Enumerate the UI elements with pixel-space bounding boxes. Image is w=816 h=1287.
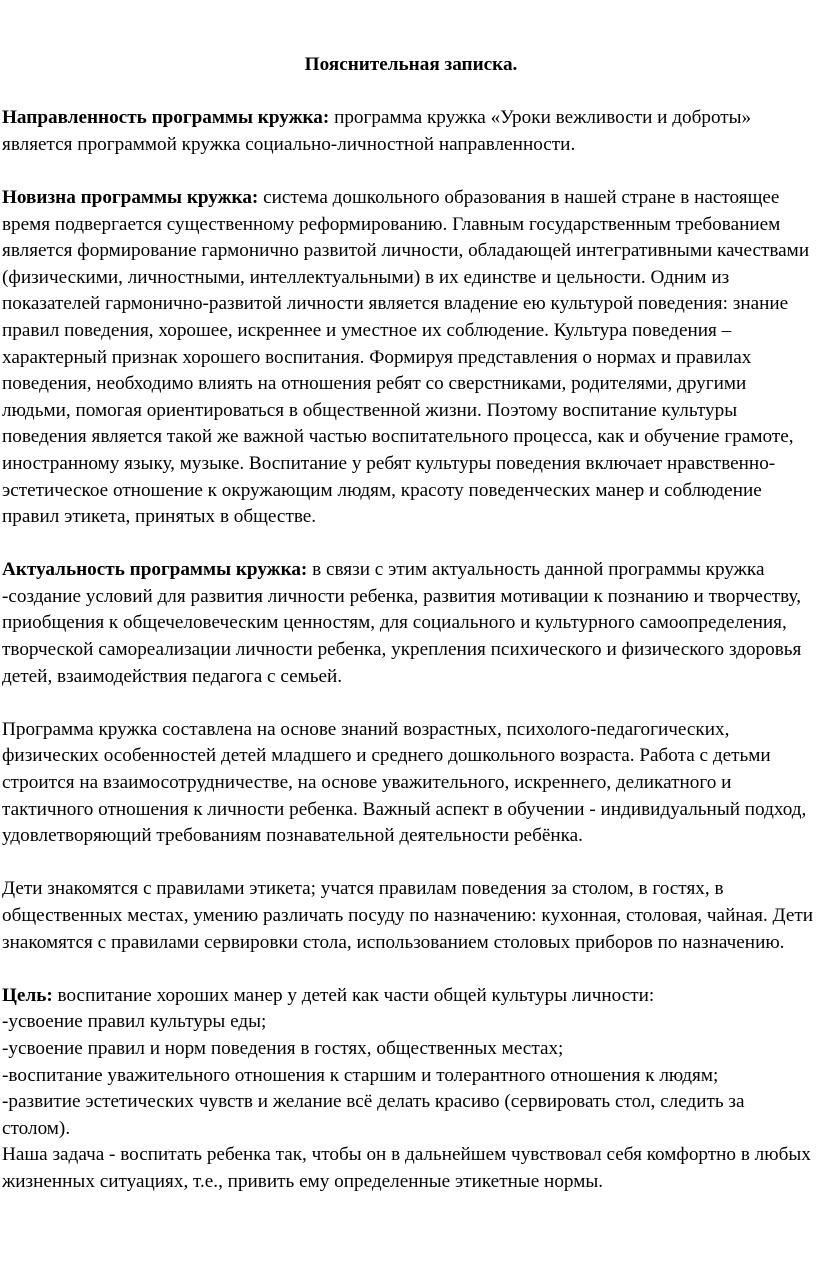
goal-item: -усвоение правил и норм поведения в гостях, общественных местах; (2, 1037, 564, 1059)
goal-text: воспитание хороших манер у детей как части общей культуры личности: (52, 984, 655, 1006)
novelty-label: Новизна программы кружка: (2, 186, 259, 208)
novelty-text: система дошкольного образования в нашей стране в настоящее время подвергается существенному реформированию. Главным государственным требованием является формирование гармонично развитой личности, обладающей интегративными качествами (физическими, личностными, интеллектуальными) в их единстве и цельности. Одним из показателей гармонично-развитой личности является владение ею культурой поведения: знание правил поведения, хорошее, искреннее и уместное их соблюдение. Культура поведения – характерный признак хорошего воспитания. Формируя представления о нормах и правилах поведения, необходимо влиять на отношения ребят со сверстниками, родителями, другими людьми, помогая ориентироваться в общественной жизни. Поэтому воспитание культуры поведения является такой же важной частью воспитательного процесса, как и обучение грамоте, иностранному языку, музыке. Воспитание у ребят культуры поведения включает нравственно-эстетическое отношение к окружающим людям, красоту поведенческих манер и соблюдение правил этикета, принятых в обществе. (2, 186, 810, 528)
goal-label: Цель: (2, 984, 53, 1006)
document-title: Пояснительная записка. (304, 54, 518, 75)
goal-item: -усвоение правил культуры еды; (2, 1011, 267, 1033)
novelty-paragraph (2, 185, 814, 531)
relevance-text: в связи с этим актуальность данной программы кружка -создание условий для развития личности ребенка, развития мотивации к познанию и творчеству, приобщения к общечеловеческим ценностям, для социального и культурного самоопределения, творческой самореализации личности ребенка, укрепления психического и физического здоровья детей, взаимодействия педагога с семьей. (2, 559, 802, 687)
program-basis-paragraph: Программа кружка составлена на основе знаний возрастных, психолого-педагогических, физических особенностей детей младшего и среднего дошкольного возраста. Работа с детьми строится на взаимосотрудничестве, на основе уважительного, искреннего, деликатного и тактичного отношения к личности ребенка. Важный аспект в обучении - индивидуальный подход, удовлетворяющий требованиям познавательной деятельности ребёнка. (2, 718, 807, 847)
goal-item: -развитие эстетических чувств и желание всё делать красиво (сервировать стол, следить за столом). (2, 1091, 745, 1139)
direction-label: Направленность программы кружка: (2, 107, 330, 129)
direction-text: программа кружка «Уроки вежливости и доброты» является программой кружка социально-личностной направленности. (2, 107, 752, 155)
goal-paragraph (2, 983, 814, 1010)
relevance-label: Актуальность программы кружка: (2, 559, 308, 581)
relevance-paragraph (2, 557, 814, 690)
task-paragraph: Наша задача - воспитать ребенка так, чтобы он в дальнейшем чувствовал себя комфортно в любых жизненных ситуациях, т.е., привить ему определенные этикетные нормы. (2, 1144, 811, 1192)
goal-item: -воспитание уважительного отношения к старшим и толерантного отношения к людям; (2, 1064, 719, 1086)
children-learn-paragraph: Дети знакомятся с правилами этикета; учатся правилам поведения за столом, в гостях, в общественных местах, умению различать посуду по назначению: кухонная, столовая, чайная. Дети знакомятся с правилами сервировки стола, использованием столовых приборов по назначению. (2, 878, 814, 953)
direction-paragraph (2, 105, 814, 158)
